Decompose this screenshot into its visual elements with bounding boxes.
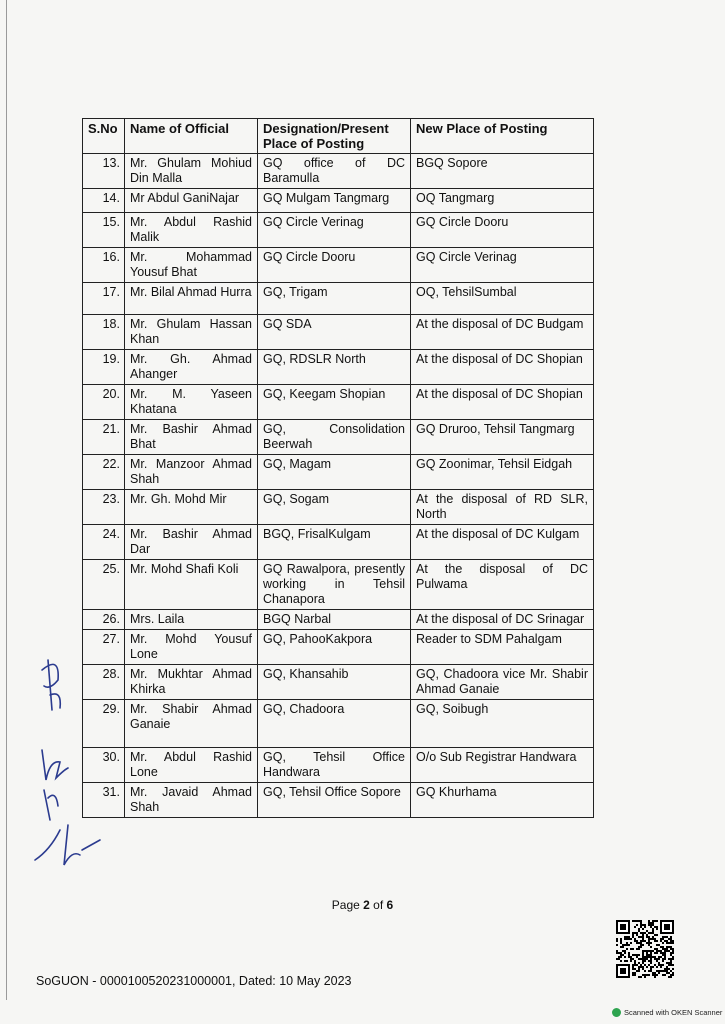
cell-name: Mrs. Laila — [125, 610, 258, 630]
cell-designation: BGQ Narbal — [258, 610, 411, 630]
cell-new-posting: Reader to SDM Pahalgam — [411, 630, 594, 665]
cell-new-posting: O/o Sub Registrar Handwara — [411, 748, 594, 783]
cell-sno: 19. — [83, 350, 125, 385]
cell-sno: 24. — [83, 525, 125, 560]
table-row — [83, 385, 594, 420]
scanner-badge — [612, 1008, 722, 1017]
table-row — [83, 630, 594, 665]
cell-name: Mr. Manzoor Ahmad Shah — [125, 455, 258, 490]
cell-sno: 31. — [83, 783, 125, 818]
page-total: 6 — [386, 898, 394, 912]
table-row — [83, 350, 594, 385]
table-header-row — [83, 119, 594, 154]
cell-new-posting: GQ, Soibugh — [411, 700, 594, 748]
cell-name: Mr. Mohammad Yousuf Bhat — [125, 248, 258, 283]
cell-designation: GQ, Khansahib — [258, 665, 411, 700]
cell-name: Mr. Abdul Rashid Lone — [125, 748, 258, 783]
table-row — [83, 700, 594, 748]
cell-sno: 21. — [83, 420, 125, 455]
cell-designation: GQ, Magam — [258, 455, 411, 490]
cell-new-posting: At the disposal of DC Budgam — [411, 315, 594, 350]
cell-new-posting: At the disposal of RD SLR, North — [411, 490, 594, 525]
cell-new-posting: BGQ Sopore — [411, 154, 594, 189]
cell-designation: GQ Rawalpora, presently working in Tehsil Chanapora — [258, 560, 411, 610]
page-of: of — [369, 898, 387, 912]
cell-designation: GQ, Sogam — [258, 490, 411, 525]
cell-new-posting: GQ Druroo, Tehsil Tangmarg — [411, 420, 594, 455]
table-row — [83, 189, 594, 213]
cell-sno: 17. — [83, 283, 125, 315]
page-prefix: Page — [331, 898, 364, 912]
cell-designation: GQ, RDSLR North — [258, 350, 411, 385]
cell-designation: GQ, Tehsil Office Sopore — [258, 783, 411, 818]
scanner-label: Scanned with OKEN Scanner — [624, 1008, 723, 1017]
cell-sno: 26. — [83, 610, 125, 630]
signature-marks — [20, 650, 120, 890]
cell-new-posting: GQ Circle Verinag — [411, 248, 594, 283]
cell-sno: 22. — [83, 455, 125, 490]
table-row — [83, 490, 594, 525]
cell-name: Mr. Bashir Ahmad Dar — [125, 525, 258, 560]
cell-name: Mr. Gh. Mohd Mir — [125, 490, 258, 525]
table-row — [83, 455, 594, 490]
cell-sno: 14. — [83, 189, 125, 213]
cell-new-posting: At the disposal of DC Shopian — [411, 350, 594, 385]
table-row — [83, 748, 594, 783]
cell-new-posting: GQ, Chadoora vice Mr. Shabir Ahmad Ganaie — [411, 665, 594, 700]
page-number — [0, 898, 725, 912]
cell-designation: BGQ, FrisalKulgam — [258, 525, 411, 560]
postings-table — [82, 118, 594, 818]
cell-new-posting: At the disposal of DC Kulgam — [411, 525, 594, 560]
cell-name: Mr. Bilal Ahmad Hurra — [125, 283, 258, 315]
cell-name: Mr. Mohd Shafi Koli — [125, 560, 258, 610]
page-edge-line — [6, 0, 7, 1000]
table-row — [83, 213, 594, 248]
scanner-logo-icon — [612, 1008, 621, 1017]
header-new-posting: New Place of Posting — [411, 119, 594, 154]
cell-new-posting: GQ Khurhama — [411, 783, 594, 818]
cell-new-posting: GQ Zoonimar, Tehsil Eidgah — [411, 455, 594, 490]
cell-new-posting: At the disposal of DC Pulwama — [411, 560, 594, 610]
cell-designation: GQ Mulgam Tangmarg — [258, 189, 411, 213]
table-row — [83, 610, 594, 630]
table-row — [83, 315, 594, 350]
cell-designation: GQ, Chadoora — [258, 700, 411, 748]
cell-sno: 23. — [83, 490, 125, 525]
cell-designation: GQ, Consolidation Beerwah — [258, 420, 411, 455]
header-name: Name of Official — [125, 119, 258, 154]
cell-sno: 25. — [83, 560, 125, 610]
cell-name: Mr. M. Yaseen Khatana — [125, 385, 258, 420]
cell-designation: GQ, PahooKakpora — [258, 630, 411, 665]
header-sno: S.No — [83, 119, 125, 154]
table-row — [83, 154, 594, 189]
cell-sno: 13. — [83, 154, 125, 189]
cell-sno: 16. — [83, 248, 125, 283]
table-row — [83, 283, 594, 315]
cell-name: Mr Abdul GaniNajar — [125, 189, 258, 213]
cell-name: Mr. Mukhtar Ahmad Khirka — [125, 665, 258, 700]
cell-name: Mr. Mohd Yousuf Lone — [125, 630, 258, 665]
page-current: 2 — [363, 898, 370, 912]
cell-designation: GQ, Tehsil Office Handwara — [258, 748, 411, 783]
handwritten-signature — [20, 650, 120, 895]
cell-sno: 30. — [83, 748, 125, 783]
table-row — [83, 525, 594, 560]
cell-designation: GQ, Keegam Shopian — [258, 385, 411, 420]
cell-name: Mr. Bashir Ahmad Bhat — [125, 420, 258, 455]
cell-name: Mr. Javaid Ahmad Shah — [125, 783, 258, 818]
cell-sno: 28. — [83, 665, 125, 700]
cell-new-posting: At the disposal of DC Srinagar — [411, 610, 594, 630]
cell-designation: GQ office of DC Baramulla — [258, 154, 411, 189]
cell-new-posting: OQ, TehsilSumbal — [411, 283, 594, 315]
table-row — [83, 560, 594, 610]
cell-sno: 15. — [83, 213, 125, 248]
cell-designation: GQ SDA — [258, 315, 411, 350]
cell-new-posting: At the disposal of DC Shopian — [411, 385, 594, 420]
cell-name: Mr. Ghulam Mohiud Din Malla — [125, 154, 258, 189]
cell-new-posting: OQ Tangmarg — [411, 189, 594, 213]
cell-name: Mr. Shabir Ahmad Ganaie — [125, 700, 258, 748]
document-reference: SoGUON - 0000100520231000001, Dated: 10 May 2023 — [36, 974, 352, 988]
cell-sno: 20. — [83, 385, 125, 420]
qr-code — [616, 920, 674, 978]
table-row — [83, 248, 594, 283]
cell-designation: GQ Circle Verinag — [258, 213, 411, 248]
cell-sno: 29. — [83, 700, 125, 748]
cell-designation: GQ, Trigam — [258, 283, 411, 315]
header-designation: Designation/Present Place of Posting — [258, 119, 411, 154]
table-row — [83, 665, 594, 700]
cell-name: Mr. Ghulam Hassan Khan — [125, 315, 258, 350]
cell-new-posting: GQ Circle Dooru — [411, 213, 594, 248]
cell-sno: 18. — [83, 315, 125, 350]
table-row — [83, 420, 594, 455]
cell-designation: GQ Circle Dooru — [258, 248, 411, 283]
cell-name: Mr. Gh. Ahmad Ahanger — [125, 350, 258, 385]
cell-sno: 27. — [83, 630, 125, 665]
cell-name: Mr. Abdul Rashid Malik — [125, 213, 258, 248]
table-row — [83, 783, 594, 818]
